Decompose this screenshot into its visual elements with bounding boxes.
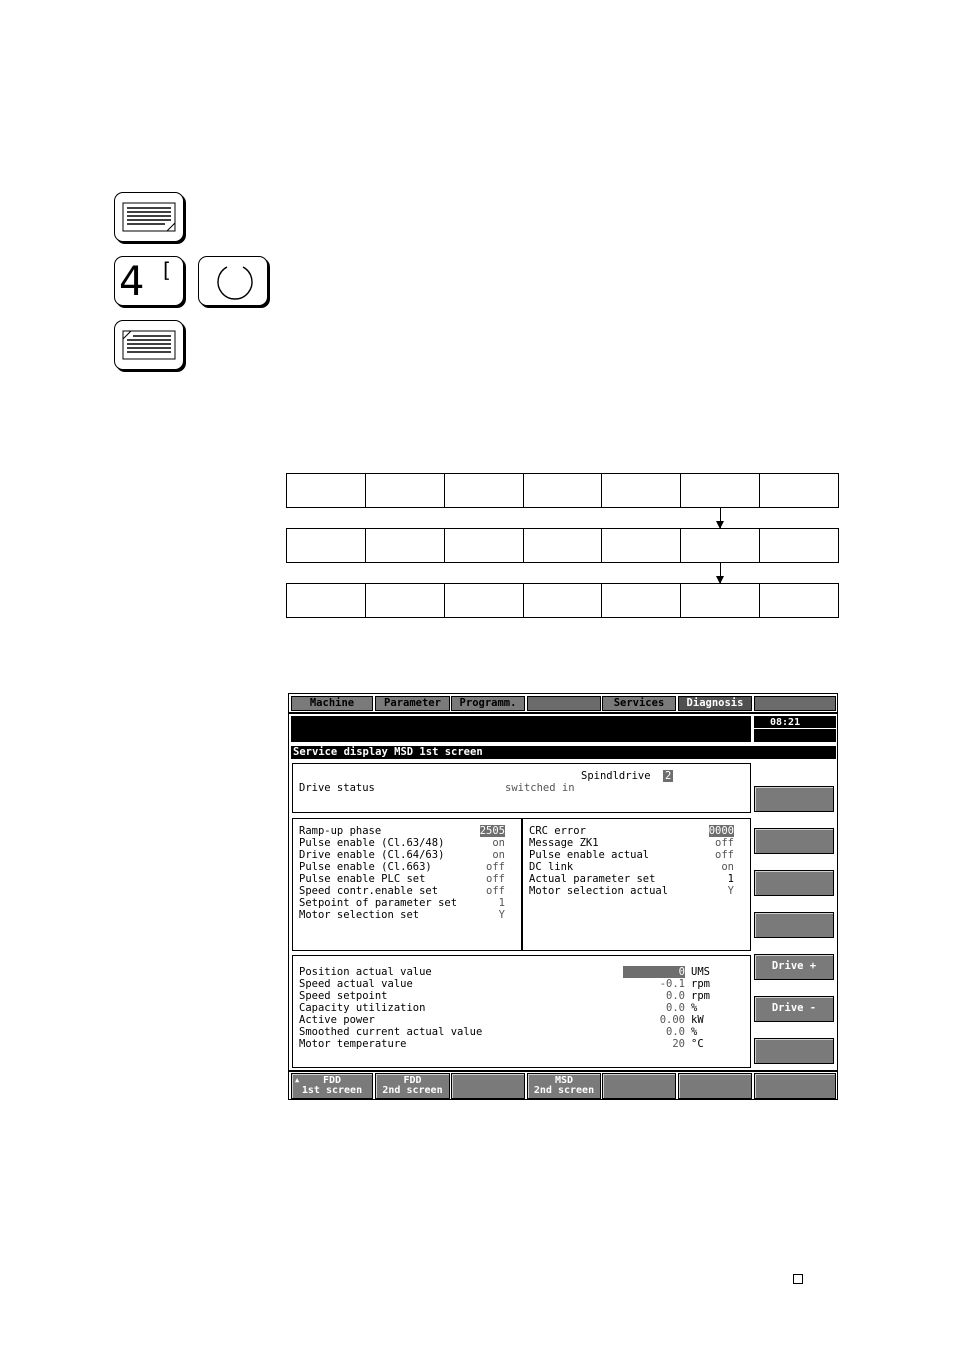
measure-value: -0.1 bbox=[659, 978, 685, 990]
tab-bar-divider bbox=[289, 712, 837, 714]
spindle-value[interactable]: 2 bbox=[665, 770, 672, 782]
measure-label: Motor temperature bbox=[299, 1038, 407, 1050]
list-page-icon-2 bbox=[115, 321, 185, 371]
horizontal-softkey-6[interactable] bbox=[678, 1073, 752, 1099]
right-row-value: 0000 bbox=[708, 825, 734, 837]
softkey-row-3 bbox=[286, 583, 839, 618]
tab-machine[interactable]: Machine bbox=[291, 696, 373, 711]
list-key-icon bbox=[114, 192, 184, 242]
measure-value: 0.00 bbox=[659, 1014, 685, 1026]
tab-programm[interactable]: Programm. bbox=[451, 696, 525, 711]
softkey-cell bbox=[681, 584, 760, 617]
measure-label: Smoothed current actual value bbox=[299, 1026, 483, 1038]
softkey-cell bbox=[524, 474, 603, 507]
measure-label: Speed setpoint bbox=[299, 990, 388, 1002]
softkey-cell bbox=[681, 529, 760, 562]
left-row-value: off bbox=[486, 873, 505, 885]
measure-value: 0 bbox=[623, 966, 685, 978]
left-row-label: Pulse enable (Cl.663) bbox=[299, 861, 432, 873]
softkey-cell bbox=[760, 474, 838, 507]
measure-unit: °C bbox=[691, 1038, 704, 1050]
measure-label: Speed actual value bbox=[299, 978, 413, 990]
measure-unit: kW bbox=[691, 1014, 704, 1026]
measure-value: 0.0 bbox=[666, 990, 685, 1002]
softkey-cell bbox=[681, 474, 760, 507]
softkey-line2: 2nd screen bbox=[533, 1085, 595, 1096]
softkey-cell bbox=[445, 529, 524, 562]
measure-value: 0.0 bbox=[666, 1002, 685, 1014]
softkey-cell bbox=[287, 474, 366, 507]
left-row-value: Y bbox=[498, 909, 505, 921]
drive-minus-button[interactable]: Drive - bbox=[754, 996, 834, 1022]
left-row-label: Motor selection set bbox=[299, 909, 420, 921]
softkey-line1: FDD bbox=[322, 1075, 342, 1086]
softkey-cell bbox=[760, 584, 838, 617]
left-row-value: on bbox=[492, 837, 505, 849]
measure-unit: rpm bbox=[691, 990, 710, 1002]
left-row-label: Pulse enable PLC set bbox=[299, 873, 426, 885]
drive-status-panel bbox=[292, 763, 751, 813]
left-row-value: off bbox=[486, 885, 505, 897]
measure-label: Active power bbox=[299, 1014, 375, 1026]
tab-empty-1[interactable] bbox=[527, 696, 601, 711]
left-status-panel bbox=[292, 818, 522, 951]
left-row-label: Pulse enable (Cl.63/48) bbox=[299, 837, 445, 849]
vertical-softkey-4[interactable] bbox=[754, 912, 834, 938]
measure-value: 0.0 bbox=[666, 1026, 685, 1038]
softkey-line1: MSD bbox=[554, 1075, 574, 1086]
vertical-softkey-1[interactable] bbox=[754, 786, 834, 812]
right-status-panel bbox=[522, 818, 751, 951]
right-row-value: off bbox=[715, 849, 734, 861]
message-bar bbox=[291, 716, 751, 742]
softkey-cell bbox=[760, 529, 838, 562]
vertical-softkey-3[interactable] bbox=[754, 870, 834, 896]
softkey-line2: 2nd screen bbox=[382, 1085, 443, 1096]
softkey-row-1 bbox=[286, 473, 839, 508]
softkey-cell bbox=[602, 529, 681, 562]
softkey-cell bbox=[366, 474, 445, 507]
horizontal-softkey-5[interactable] bbox=[602, 1073, 676, 1099]
left-row-label: Setpoint of parameter set bbox=[299, 897, 458, 909]
softkey-row-2 bbox=[286, 528, 839, 563]
softkey-cell bbox=[287, 584, 366, 617]
right-row-value: off bbox=[715, 837, 734, 849]
measure-unit: % bbox=[691, 1002, 698, 1014]
right-row-label: Pulse enable actual bbox=[529, 849, 650, 861]
measure-value: 20 bbox=[672, 1038, 685, 1050]
right-row-label: CRC error bbox=[529, 825, 586, 837]
softkey-cell bbox=[287, 529, 366, 562]
left-row-value: off bbox=[486, 861, 505, 873]
right-row-value: 1 bbox=[727, 873, 734, 885]
softkey-line1: FDD bbox=[403, 1075, 422, 1086]
msd-2nd-screen-button[interactable] bbox=[527, 1073, 601, 1099]
right-row-label: Motor selection actual bbox=[529, 885, 669, 897]
horizontal-softkey-3[interactable] bbox=[451, 1073, 525, 1099]
page-marker-square bbox=[793, 1274, 803, 1284]
vertical-softkey-2[interactable] bbox=[754, 828, 834, 854]
softkey-cell bbox=[445, 474, 524, 507]
fdd-2nd-screen-button[interactable] bbox=[375, 1073, 450, 1099]
left-row-label: Drive enable (Cl.64/63) bbox=[299, 849, 445, 861]
fdd-1st-screen-button[interactable] bbox=[291, 1073, 373, 1099]
measure-label: Position actual value bbox=[299, 966, 432, 978]
measurement-panel bbox=[292, 955, 751, 1068]
softkey-cell bbox=[366, 584, 445, 617]
right-row-value: on bbox=[721, 861, 734, 873]
vertical-softkey-7[interactable] bbox=[754, 1038, 834, 1064]
softkey-cell bbox=[524, 529, 603, 562]
tab-services[interactable]: Services bbox=[602, 696, 676, 711]
tab-parameter[interactable]: Parameter bbox=[375, 696, 450, 711]
spindle-label: Spindldrive bbox=[581, 770, 651, 782]
left-row-label: Ramp-up phase bbox=[299, 825, 382, 837]
left-row-value: 2505 bbox=[479, 825, 505, 837]
softkey-cell bbox=[366, 529, 445, 562]
screen-title: Service display MSD 1st screen bbox=[291, 746, 836, 759]
right-row-label: Actual parameter set bbox=[529, 873, 656, 885]
recall-arrow-icon: ▲ bbox=[295, 1076, 300, 1084]
list-page-icon bbox=[115, 193, 185, 243]
cnc-screen bbox=[288, 693, 838, 1100]
digit-4-key bbox=[114, 256, 184, 306]
clock-time: 08:21 bbox=[770, 717, 801, 728]
drive-status-label: Drive status bbox=[299, 782, 375, 794]
softkey-cell bbox=[602, 584, 681, 617]
arrow-down-icon bbox=[720, 508, 721, 528]
digit-key-sub: [ bbox=[163, 258, 171, 282]
tab-diagnosis[interactable]: Diagnosis bbox=[678, 696, 752, 711]
extended-list-key-icon bbox=[114, 320, 184, 370]
measure-unit: rpm bbox=[691, 978, 710, 990]
right-row-label: DC link bbox=[529, 861, 574, 873]
measure-label: Capacity utilization bbox=[299, 1002, 426, 1014]
horizontal-softkey-7[interactable] bbox=[754, 1073, 836, 1099]
measure-unit: UMS bbox=[691, 966, 710, 978]
drive-plus-button[interactable]: Drive + bbox=[754, 954, 834, 980]
softkey-cell bbox=[602, 474, 681, 507]
left-row-label: Speed contr.enable set bbox=[299, 885, 439, 897]
measure-unit: % bbox=[691, 1026, 698, 1038]
left-row-value: on bbox=[492, 849, 505, 861]
softkey-line2: 1st screen bbox=[301, 1085, 363, 1096]
tab-empty-2[interactable] bbox=[754, 696, 836, 711]
drive-status-value: switched in bbox=[505, 782, 575, 794]
recall-key-icon bbox=[198, 256, 268, 306]
softkey-cell bbox=[524, 584, 603, 617]
arrow-down-icon bbox=[720, 563, 721, 583]
right-row-label: Message ZK1 bbox=[529, 837, 599, 849]
softkey-cell bbox=[445, 584, 524, 617]
right-row-value: Y bbox=[727, 885, 734, 897]
softkey-divider bbox=[289, 1070, 837, 1072]
left-row-value: 1 bbox=[498, 897, 505, 909]
circle-icon bbox=[199, 257, 269, 307]
digit-key-label: 4 bbox=[119, 259, 145, 305]
clock-display bbox=[754, 716, 836, 742]
